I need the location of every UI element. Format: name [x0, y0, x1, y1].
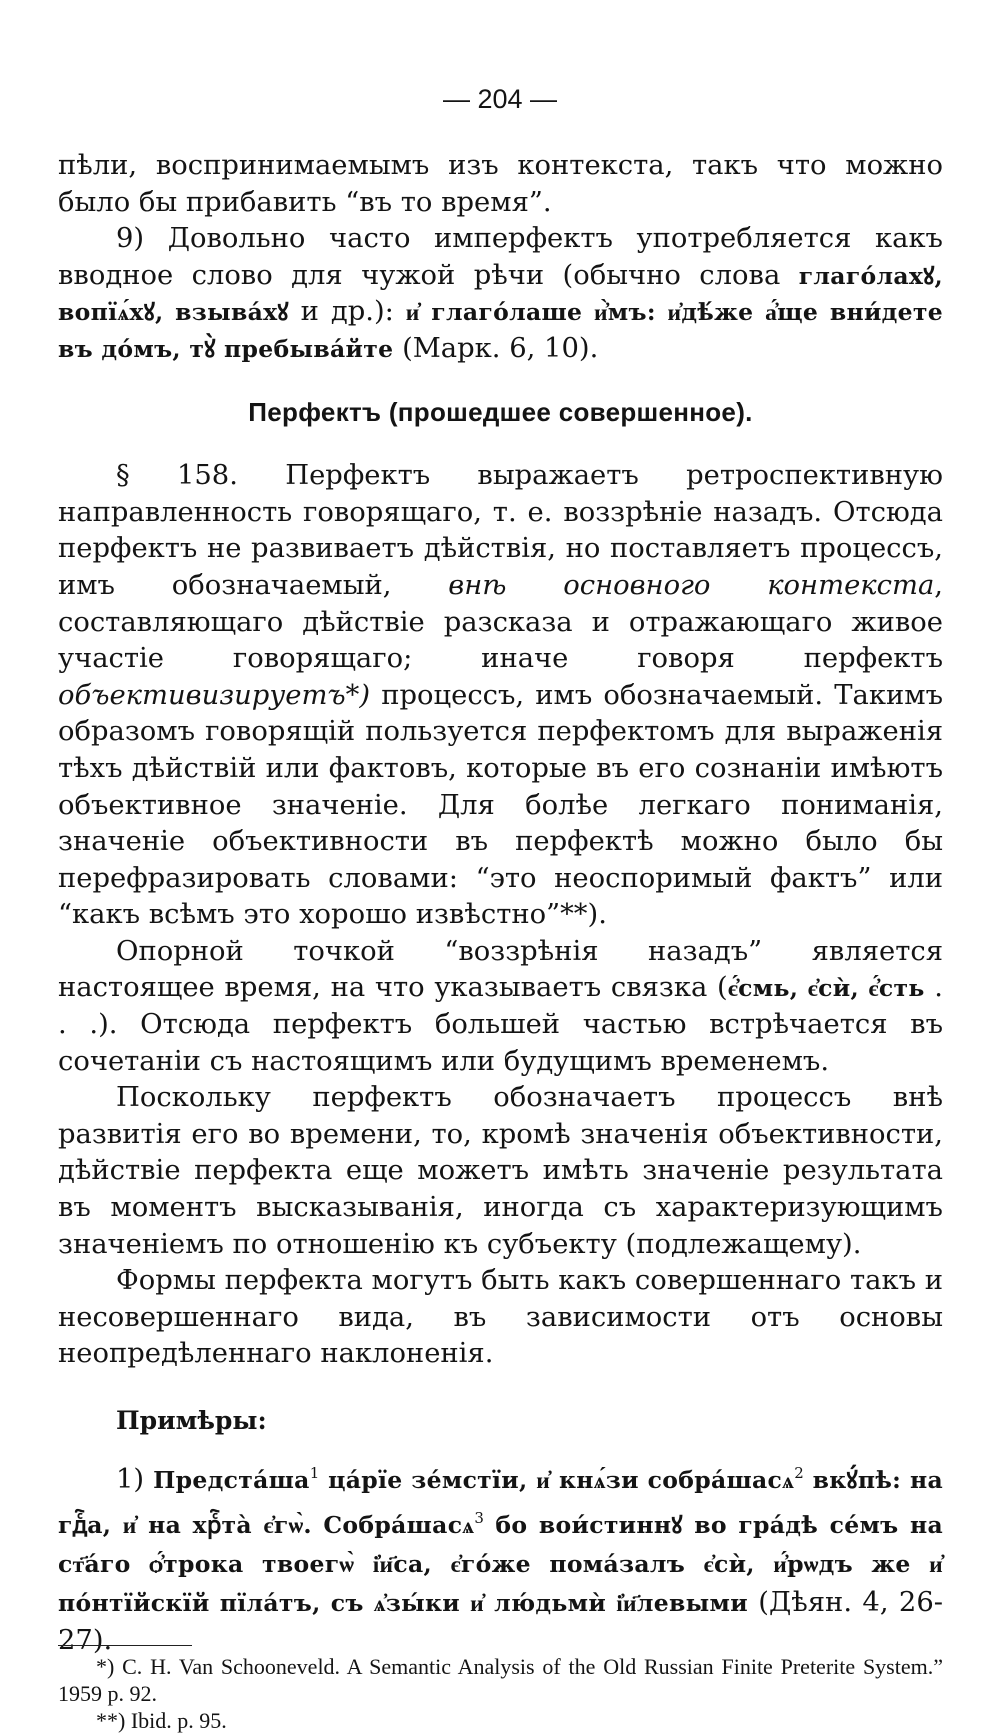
footnote-divider: [58, 1645, 192, 1646]
paragraph-section-158: [58, 458, 943, 934]
superscript-number: 3: [474, 1509, 484, 1528]
church-slavonic-text: вкꙋ́пѣ: на гдⷭ҇а, и҆ на хрⷭ҇та̀ є҆гѡ̀. Собра́шасѧ: [58, 1465, 943, 1540]
church-slavonic-text: и҆ глаго́лаше и҆̀мъ: и҆дѣ́же а҆́ще вни́дете въ до́мъ, тꙋ̀ пребыва́йте: [58, 298, 944, 363]
example-1: [58, 1454, 943, 1661]
main-text: [58, 148, 943, 1661]
examples-heading: [58, 1403, 943, 1440]
paragraph-result-meaning: [58, 1080, 943, 1263]
superscript-number: 2: [794, 1463, 804, 1482]
paragraph-perfect-forms: [58, 1263, 943, 1373]
text-segment: Опорной точкой “воззрѣнія назадъ” является настоящее время, на что указываетъ связка (: [58, 935, 943, 1004]
text-segment: процессъ, имъ обозначаемый. Такимъ образомъ говорящій пользуется перфектомъ для выраженія тѣхъ дѣйствій или фактовъ, которые въ его сознаніи имѣютъ объективное значеніе. Для болѣе легкаго пониманія, значеніе объективности въ перфектѣ можно было бы перефразировать словами: “это неоспоримый фактъ” или “какъ всѣмъ это хорошо извѣстно”**).: [58, 679, 943, 931]
text-segment: . . .). Отсюда перфектъ большей частью встрѣчается въ сочетаніи съ настоящимъ или будущимъ временемъ.: [58, 972, 943, 1077]
text-segment: Формы перфекта могутъ быть какъ совершеннаго такъ и несовершеннаго вида, въ зависимости отъ основы неопредѣленнаго наклоненія.: [58, 1265, 943, 1370]
text-segment: (Дѣян. 4, 26-27).: [58, 1586, 944, 1657]
church-slavonic-text: Предста́ша: [153, 1465, 310, 1494]
text-segment: Перфектъ (прошедшее совершенное).: [248, 396, 753, 427]
text-segment: Поскольку перфектъ обозначаетъ процессъ внѣ развитія его во времени, то, кромѣ значенія объективности, дѣйствіе перфекта еще можетъ имѣть значеніе результата въ моментъ высказыванія, иногда съ характеризующимъ значеніемъ по отношенію къ субъекту (подлежащему).: [58, 1082, 943, 1260]
church-slavonic-text: ца́рїе зе́мстїи, и҆ кнѧ́зи собра́шасѧ: [319, 1465, 795, 1494]
text-segment: 9) Довольно часто имперфектъ употребляется какъ вводное слово для чужой рѣчи (обычно слова: [58, 223, 943, 291]
text-segment: , составляющаго дѣйствіе разсказа и отражающаго живое участіе говорящаго; иначе говоря перфектъ: [58, 569, 943, 675]
text-segment: 1): [116, 1463, 154, 1495]
paragraph-continuation: [58, 148, 943, 221]
footnote-2: **) Ibid. p. 95.: [96, 1708, 227, 1733]
text-segment: пѣли, воспринимаемымъ изъ контекста, такъ что можно было бы прибавить “въ то время”.: [58, 150, 943, 218]
footnote-1: *) C. H. Van Schooneveld. A Semantic Analysis of the Old Russian Finite Preterite System.” 1959 p. 92.: [58, 1654, 943, 1706]
text-segment: § 158. Перфектъ выражаетъ ретроспективную направленность говорящаго, т. е. воззрѣніе назадъ. Отсюда перфектъ не развиваетъ дѣйствія, но поставляетъ процессъ, имъ обозначаемый,: [58, 460, 943, 601]
paragraph-reference-point: [58, 934, 943, 1080]
section-heading: [58, 394, 943, 431]
text-segment: и др.):: [288, 296, 406, 328]
paragraph-imperfect-introductory: [58, 221, 943, 367]
text-segment: Примѣры:: [116, 1406, 267, 1435]
church-slavonic-text: є҆́смь, є҆сѝ, є҆́сть: [727, 974, 925, 1003]
church-slavonic-text: бо вои́стиннꙋ во гра́дѣ се́мъ на ст҃а́го ѻ҆́трока твоегѡ̀ і҆и҃са, є҆го́же пома́залъ є҆сѝ, и҆́рѡдъ же и҆ по́нтїйскїй пїла́тъ, съ ѧ҆зы́ки и҆ лю́дьмѝ і҆и҃левыми: [58, 1511, 944, 1617]
italic-text: объективизируетъ*): [58, 679, 371, 711]
church-slavonic-text: глаго́лахꙋ, вопїѧ́хꙋ, взыва́хꙋ: [58, 261, 943, 327]
superscript-number: 1: [309, 1463, 320, 1482]
text-segment: (Марк. 6, 10).: [393, 332, 599, 364]
italic-text: внѣ основного контекста: [448, 569, 935, 601]
page-number: — 204 —: [442, 84, 558, 114]
